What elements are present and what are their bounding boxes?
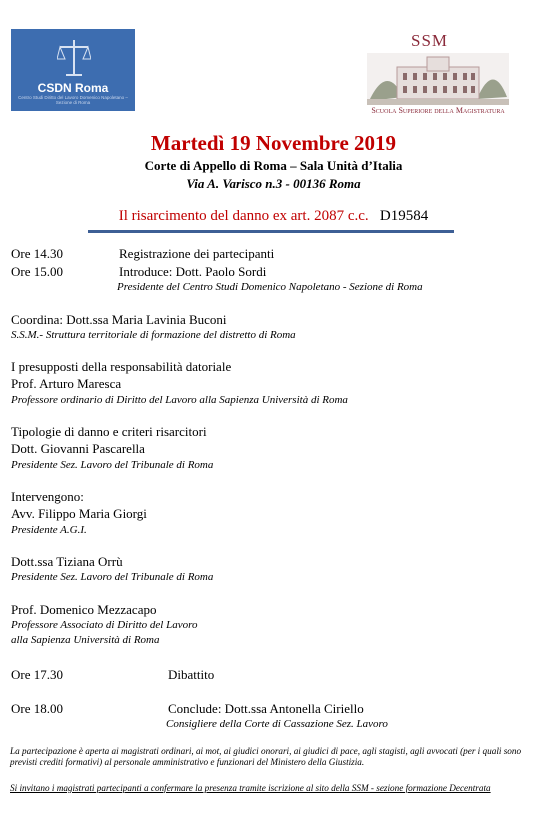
theme-underline xyxy=(88,230,454,233)
csdn-logo-subtitle: Centro Studi Diritto del Lavoro Domenico Napoletano – Sezione di Roma xyxy=(18,95,128,105)
orru-speaker: Dott.ssa Tiziana Orrù xyxy=(11,554,123,569)
csdn-logo-name: CSDN Roma xyxy=(37,81,109,95)
event-theme xyxy=(0,208,547,225)
dibattito-text: Dibattito xyxy=(168,667,215,682)
giorgi-speaker: Avv. Filippo Maria Giorgi xyxy=(11,506,147,521)
orru-role: Presidente Sez. Lavoro del Tribunale di Roma xyxy=(11,571,214,583)
conclude-role: Consigliere della Corte di Cassazione Sez. Lavoro xyxy=(166,718,388,730)
time-1800: Ore 18.00 xyxy=(11,701,63,716)
mezzacapo-role-2: alla Sapienza Università di Roma xyxy=(11,634,160,646)
participation-note: La partecipazione è aperta ai magistrati ordinari, ai mot, ai giudici onorari, ai giudici di pace, agli stagisti, agli avvocati (per i quali sono previsti crediti formativi) al personale amministrativo e funzionari del Ministero della Giustizia. xyxy=(10,746,522,767)
registration-text: Registrazione dei partecipanti xyxy=(119,246,275,261)
ssm-logo-name: SSM xyxy=(411,31,449,50)
talk1-speaker: Prof. Arturo Maresca xyxy=(11,376,122,391)
ssm-logo xyxy=(359,29,517,119)
theme-code: D19584 xyxy=(379,208,429,224)
villa-building-icon xyxy=(367,53,509,105)
talk2-title: Tipologie di danno e criteri risarcitori xyxy=(11,424,207,439)
giorgi-role: Presidente A.G.I. xyxy=(11,524,87,536)
coordina-text: Coordina: Dott.ssa Maria Lavinia Buconi xyxy=(11,312,227,327)
introduce-text: Introduce: Dott. Paolo Sordi xyxy=(119,264,267,279)
event-date: Martedì 19 Novembre 2019 xyxy=(150,131,397,155)
theme-title: Il risarcimento del danno ex art. 2087 c.c. xyxy=(118,208,369,224)
talk2-speaker: Dott. Giovanni Pascarella xyxy=(11,441,145,456)
csdn-roma-logo xyxy=(11,29,135,111)
coordina-role: S.S.M.- Struttura territoriale di formazione del distretto di Roma xyxy=(11,329,296,341)
mezzacapo-role-1: Professore Associato di Diritto del Lavoro xyxy=(11,619,198,631)
time-1500: Ore 15.00 xyxy=(11,264,63,279)
talk2-role: Presidente Sez. Lavoro del Tribunale di Roma xyxy=(11,459,214,471)
mezzacapo-speaker: Prof. Domenico Mezzacapo xyxy=(11,602,157,617)
ssm-logo-subtitle: Scuola Superiore della Magistratura xyxy=(371,106,505,115)
invitation-note: Si invitano i magistrati partecipanti a confermare la presenza tramite iscrizione al sito della SSM - sezione formazione Decentrata xyxy=(10,783,491,793)
talk1-title: I presupposti della responsabilità datoriale xyxy=(11,359,232,374)
talk1-role: Professore ordinario di Diritto del Lavoro alla Sapienza Università di Roma xyxy=(11,394,348,406)
event-venue: Corte di Appello di Roma – Sala Unità d’Italia xyxy=(144,158,403,173)
scales-of-justice-icon xyxy=(57,37,91,79)
time-1730: Ore 17.30 xyxy=(11,667,63,682)
conclude-text: Conclude: Dott.ssa Antonella Ciriello xyxy=(168,701,364,716)
intervengono-label: Intervengono: xyxy=(11,489,84,504)
introduce-role: Presidente del Centro Studi Domenico Napoletano - Sezione di Roma xyxy=(117,281,423,293)
event-address: Via A. Varisco n.3 - 00136 Roma xyxy=(186,176,361,191)
time-1430: Ore 14.30 xyxy=(11,246,63,261)
